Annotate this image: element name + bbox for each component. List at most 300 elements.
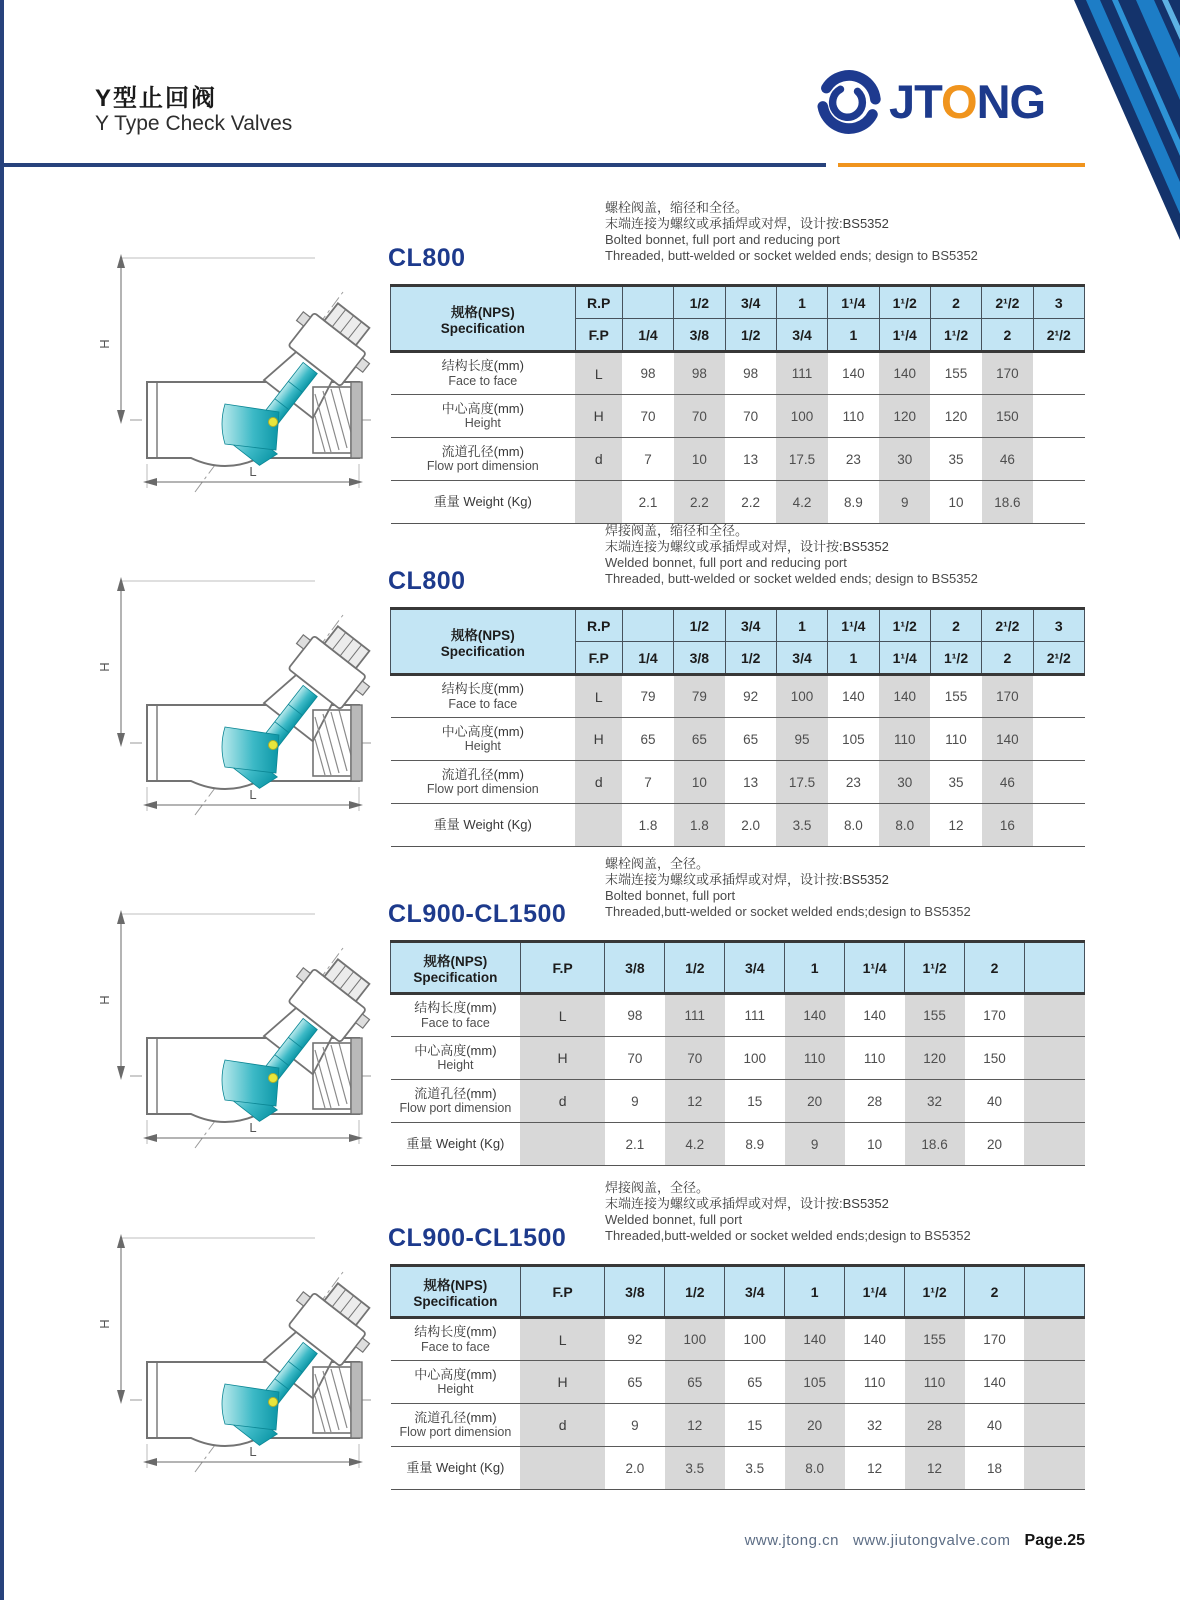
size-header-cell: 3/8 [605, 1266, 665, 1318]
row-label-zh: 流道孔径(mm) [414, 1085, 497, 1101]
size-header-cell: 1/2 [725, 642, 776, 675]
desc-line-en-2: Threaded, butt-welded or socket welded ends; design to BS5352 [605, 571, 978, 586]
port-type-header: F.P [520, 942, 605, 994]
value-cell: 7 [622, 438, 673, 481]
value-cell: 18 [965, 1447, 1025, 1490]
value-cell: 79 [674, 675, 725, 718]
row-label-en: Flow port dimension [426, 782, 539, 797]
value-cell: 65 [605, 1361, 665, 1404]
value-cell: 155 [905, 1318, 965, 1361]
value-cell: 140 [863, 1008, 886, 1023]
value-cell [1033, 481, 1084, 524]
value-cell [1024, 1361, 1084, 1404]
spec-row [391, 1037, 1085, 1080]
footer-page-label: Page.25 [1024, 1532, 1085, 1549]
value-cell: 17.5 [776, 761, 827, 804]
value-cell: 2.1 [622, 481, 673, 524]
value-cell: 2.2 [725, 481, 776, 524]
value-cell: 150 [982, 395, 1033, 438]
row-label-zh: 结构长度(mm) [414, 1324, 497, 1340]
row-label-cell [391, 438, 576, 481]
size-header-cell: 3/8 [674, 319, 725, 352]
product-section [0, 1180, 1180, 1490]
row-label-cell [391, 1080, 521, 1123]
value-cell: 110 [879, 718, 930, 761]
size-header-cell: 1¹/2 [879, 286, 930, 319]
valve-technical-drawing [75, 224, 375, 500]
value-cell: 28 [845, 1080, 905, 1123]
value-cell: 4.2 [665, 1123, 725, 1166]
spec-header-cell [391, 942, 521, 994]
size-header-cell: 1 [785, 942, 845, 994]
value-cell [1024, 1404, 1084, 1447]
value-cell: 120 [930, 395, 981, 438]
row-label-en: Flow port dimension [426, 459, 539, 474]
size-header-cell: 1¹/2 [905, 1266, 965, 1318]
size-header-cell: 1/2 [665, 1266, 725, 1318]
row-label-en: Height [464, 416, 501, 431]
size-header-cell: 2 [982, 642, 1033, 675]
value-cell: 1.8 [674, 804, 725, 847]
size-header-cell: 2¹/2 [1033, 642, 1084, 675]
value-cell: 65 [674, 718, 725, 761]
size-header-cell: 2 [982, 319, 1033, 352]
desc-line-en-2: Threaded, butt-welded or socket welded ends; design to BS5352 [605, 248, 978, 263]
brand-logo-swirl-icon [815, 68, 883, 136]
value-cell: 15 [725, 1080, 785, 1123]
value-cell: 110 [828, 395, 879, 438]
dimension-symbol-cell: L [520, 994, 605, 1037]
desc-line-zh-1: 焊接阀盖，缩径和全径。 [605, 523, 749, 538]
value-cell [1024, 1447, 1084, 1490]
row-label-cell [391, 1404, 521, 1447]
value-cell: 2.0 [725, 804, 776, 847]
value-cell: 10 [845, 1123, 905, 1166]
spec-label-zh: 规格(NPS) [423, 954, 488, 969]
row-label-zh: 流道孔径(mm) [414, 1409, 497, 1425]
value-cell: 98 [674, 352, 725, 395]
value-cell [1033, 438, 1084, 481]
value-cell: 9 [605, 1080, 665, 1123]
row-label-zh: 重量 Weight (Kg) [433, 817, 532, 833]
row-label-zh: 中心高度(mm) [441, 400, 524, 416]
section-description [605, 523, 1085, 587]
value-cell: 17.5 [776, 438, 827, 481]
row-label-cell [391, 352, 576, 395]
dimension-symbol-cell: H [575, 718, 622, 761]
row-label-zh: 流道孔径(mm) [441, 766, 524, 782]
spec-row [391, 1447, 1085, 1490]
row-label-zh: 中心高度(mm) [441, 723, 524, 739]
size-header-cell: 3/4 [776, 642, 827, 675]
value-cell: 12 [930, 804, 981, 847]
value-cell [1024, 1123, 1084, 1166]
value-cell: 7 [622, 761, 673, 804]
value-cell: 170 [983, 1008, 1006, 1023]
dimension-symbol-cell [575, 804, 622, 847]
value-cell: 100 [776, 675, 827, 718]
specification-table [390, 284, 1085, 524]
value-cell: 120 [905, 1037, 965, 1080]
value-cell [1033, 352, 1084, 395]
row-label-cell [391, 1123, 521, 1166]
value-cell: 110 [845, 1361, 905, 1404]
header-divider-blue [0, 163, 826, 167]
size-header-cell: 1¹/4 [828, 609, 879, 642]
value-cell: 10 [930, 481, 981, 524]
value-cell: 111 [776, 352, 827, 395]
value-cell: 98 [743, 366, 759, 381]
size-header-cell: 1 [776, 609, 827, 642]
section-description [605, 1180, 1085, 1244]
spec-row [391, 438, 1085, 481]
size-header-cell: 1¹/2 [905, 942, 965, 994]
value-cell: 32 [845, 1404, 905, 1447]
value-cell [1033, 675, 1084, 718]
spec-row [391, 1361, 1085, 1404]
size-header-cell: 2 [930, 286, 981, 319]
row-label-en: Face to face [448, 373, 518, 388]
port-type-header: R.P [575, 609, 622, 642]
row-label-zh: 结构长度(mm) [441, 358, 524, 374]
row-label-cell [391, 994, 521, 1037]
size-header-cell: 2 [965, 942, 1025, 994]
size-header-cell: 1 [828, 319, 879, 352]
value-cell: 140 [863, 1332, 886, 1347]
value-cell: 65 [622, 718, 673, 761]
value-cell: 20 [785, 1080, 845, 1123]
spec-label-en: Specification [413, 970, 498, 985]
value-cell: 12 [905, 1447, 965, 1490]
desc-line-en-2: Threaded,butt-welded or socket welded ends;design to BS5352 [605, 1228, 971, 1243]
dimension-symbol-cell [520, 1447, 605, 1490]
spec-label-en: Specification [413, 1294, 498, 1309]
value-cell: 140 [965, 1361, 1025, 1404]
size-header-cell: 1/2 [725, 319, 776, 352]
size-header-cell: 1¹/4 [845, 1266, 905, 1318]
value-cell [1033, 804, 1084, 847]
value-cell: 95 [776, 718, 827, 761]
model-title: CL800 [388, 567, 466, 595]
value-cell: 110 [905, 1361, 965, 1404]
value-cell: 9 [879, 481, 930, 524]
product-section [0, 856, 1180, 1166]
value-cell: 100 [725, 1037, 785, 1080]
spec-row [391, 352, 1085, 395]
size-header-cell: 2¹/2 [982, 286, 1033, 319]
value-cell: 13 [725, 438, 776, 481]
dimension-symbol-cell: H [575, 395, 622, 438]
row-label-en: Height [437, 1382, 474, 1397]
size-header-cell: 3/4 [725, 609, 776, 642]
spec-row [391, 675, 1085, 718]
spec-header-cell [391, 609, 576, 675]
value-cell: 32 [905, 1080, 965, 1123]
size-header-cell: 2¹/2 [982, 609, 1033, 642]
desc-line-en-1: Bolted bonnet, full port [605, 888, 736, 903]
size-header-cell: 1/2 [674, 286, 725, 319]
value-cell: 98 [640, 366, 656, 381]
value-cell: 100 [776, 395, 827, 438]
dimension-symbol-cell: d [575, 761, 622, 804]
value-cell: 111 [744, 1008, 766, 1023]
value-cell: 16 [982, 804, 1033, 847]
size-header-cell: 2¹/2 [1033, 319, 1084, 352]
spec-label-en: Specification [440, 321, 525, 336]
value-cell: 3.5 [776, 804, 827, 847]
row-label-cell [391, 395, 576, 438]
model-title: CL800 [388, 244, 466, 272]
desc-line-zh-2: 末端连接为螺纹或承插焊或对焊，设计按:BS5352 [605, 1196, 889, 1211]
row-label-zh: 重量 Weight (Kg) [406, 1136, 505, 1152]
spec-header-cell [391, 286, 576, 352]
value-cell: 3.5 [665, 1447, 725, 1490]
brand-logo-text: JTONG [889, 75, 1046, 128]
product-section [0, 523, 1180, 833]
section-description [605, 200, 1085, 264]
dimension-symbol-cell [520, 1123, 605, 1166]
value-cell: 65 [725, 718, 776, 761]
row-label-zh: 流道孔径(mm) [441, 443, 524, 459]
value-cell: 100 [665, 1318, 725, 1361]
dimension-symbol-cell: d [575, 438, 622, 481]
size-header-cell: 1 [776, 286, 827, 319]
row-label-zh: 重量 Weight (Kg) [406, 1460, 505, 1476]
size-header-cell: 1¹/2 [930, 642, 981, 675]
dimension-symbol-cell: d [520, 1404, 605, 1447]
size-header-cell [1024, 942, 1084, 994]
valve-technical-drawing [75, 1204, 375, 1480]
row-label-en: Face to face [420, 1015, 490, 1030]
port-type-header: F.P [575, 319, 622, 352]
dimension-symbol-cell: d [520, 1080, 605, 1123]
port-type-header: R.P [575, 286, 622, 319]
row-label-en: Height [437, 1058, 474, 1073]
value-cell: 8.0 [828, 804, 879, 847]
dimension-symbol-cell [575, 481, 622, 524]
size-header-cell: 3/4 [725, 286, 776, 319]
value-cell [1033, 761, 1084, 804]
header-divider-orange [838, 163, 1085, 167]
value-cell: 35 [930, 761, 981, 804]
value-cell: 2.2 [674, 481, 725, 524]
value-cell: 15 [725, 1404, 785, 1447]
dimension-symbol-cell: L [575, 352, 622, 395]
value-cell: 2.1 [605, 1123, 665, 1166]
value-cell: 70 [665, 1037, 725, 1080]
valve-technical-drawing [75, 880, 375, 1156]
value-cell: 28 [905, 1404, 965, 1447]
value-cell: 155 [944, 366, 968, 381]
page-title-zh: Y型止回阀 [95, 85, 218, 112]
value-cell: 150 [965, 1037, 1025, 1080]
row-label-cell [391, 481, 576, 524]
value-cell [1024, 994, 1084, 1037]
value-cell: 40 [965, 1404, 1025, 1447]
value-cell: 10 [674, 761, 725, 804]
value-cell: 30 [879, 438, 930, 481]
value-cell: 65 [665, 1361, 725, 1404]
size-header-cell: 2 [930, 609, 981, 642]
size-header-cell [1024, 1266, 1084, 1318]
row-label-zh: 结构长度(mm) [414, 1000, 497, 1016]
desc-line-en-2: Threaded,butt-welded or socket welded ends;design to BS5352 [605, 904, 971, 919]
value-cell: 12 [665, 1080, 725, 1123]
value-cell: 70 [605, 1037, 665, 1080]
desc-line-zh-1: 螺栓阀盖，全径。 [605, 856, 710, 871]
desc-line-zh-2: 末端连接为螺纹或承插焊或对焊，设计按:BS5352 [605, 216, 889, 231]
value-cell: 140 [785, 1318, 845, 1361]
value-cell: 70 [674, 395, 725, 438]
dimension-symbol-cell: L [575, 675, 622, 718]
page-title-en: Y Type Check Valves [95, 112, 293, 135]
row-label-en: Face to face [420, 1339, 490, 1354]
spec-header-cell [391, 1266, 521, 1318]
value-cell: 120 [879, 395, 930, 438]
specification-table [390, 1264, 1085, 1490]
row-label-zh: 中心高度(mm) [414, 1366, 497, 1382]
value-cell: 140 [982, 718, 1033, 761]
size-header-cell [622, 286, 673, 319]
specification-table [390, 607, 1085, 847]
value-cell: 10 [674, 438, 725, 481]
value-cell: 1.8 [622, 804, 673, 847]
value-cell: 4.2 [776, 481, 827, 524]
size-header-cell: 1¹/2 [879, 609, 930, 642]
page-footer [0, 1532, 1085, 1550]
size-header-cell: 3/4 [776, 319, 827, 352]
product-section [0, 200, 1180, 510]
footer-url-1: www.jtong.cn [744, 1532, 839, 1549]
valve-technical-drawing [75, 547, 375, 823]
row-label-cell [391, 804, 576, 847]
value-cell: 92 [743, 689, 759, 704]
value-cell: 170 [982, 352, 1033, 395]
size-header-cell: 2 [965, 1266, 1025, 1318]
value-cell: 12 [845, 1447, 905, 1490]
value-cell: 9 [605, 1404, 665, 1447]
row-label-cell [391, 1447, 521, 1490]
row-label-en: Face to face [448, 696, 518, 711]
value-cell: 3.5 [725, 1447, 785, 1490]
desc-line-zh-2: 末端连接为螺纹或承插焊或对焊，设计按:BS5352 [605, 539, 889, 554]
size-header-cell: 1 [828, 642, 879, 675]
value-cell: 140 [842, 366, 865, 381]
value-cell: 8.0 [879, 804, 930, 847]
value-cell: 46 [982, 438, 1033, 481]
row-label-zh: 中心高度(mm) [414, 1042, 497, 1058]
size-header-cell: 1/4 [622, 642, 673, 675]
spec-row [391, 718, 1085, 761]
size-header-cell: 1¹/2 [930, 319, 981, 352]
spec-row [391, 1404, 1085, 1447]
port-type-header: F.P [520, 1266, 605, 1318]
value-cell: 110 [845, 1037, 905, 1080]
value-cell: 170 [983, 1332, 1006, 1347]
desc-line-en-1: Bolted bonnet, full port and reducing port [605, 232, 840, 247]
spec-row [391, 804, 1085, 847]
size-header-cell [622, 609, 673, 642]
row-label-zh: 结构长度(mm) [441, 681, 524, 697]
value-cell: 65 [725, 1361, 785, 1404]
section-description [605, 856, 1085, 920]
value-cell: 111 [665, 994, 725, 1037]
spec-label-zh: 规格(NPS) [423, 1278, 488, 1293]
spec-label-en: Specification [440, 644, 525, 659]
value-cell: 2.0 [605, 1447, 665, 1490]
specification-table [390, 940, 1085, 1166]
size-header-cell: 3/8 [674, 642, 725, 675]
spec-row [391, 1080, 1085, 1123]
row-label-cell [391, 1037, 521, 1080]
value-cell [1024, 1318, 1084, 1361]
size-header-cell: 3 [1033, 286, 1084, 319]
spec-label-zh: 规格(NPS) [450, 305, 515, 320]
value-cell: 140 [842, 689, 865, 704]
value-cell: 20 [965, 1123, 1025, 1166]
spec-row [391, 395, 1085, 438]
size-header-cell: 3/4 [725, 942, 785, 994]
size-header-cell: 1¹/4 [845, 942, 905, 994]
size-header-cell: 1/2 [665, 942, 725, 994]
value-cell: 110 [785, 1037, 845, 1080]
value-cell: 12 [665, 1404, 725, 1447]
value-cell: 35 [930, 438, 981, 481]
desc-line-zh-2: 末端连接为螺纹或承插焊或对焊，设计按:BS5352 [605, 872, 889, 887]
value-cell: 23 [828, 761, 879, 804]
size-header-cell: 1¹/4 [879, 642, 930, 675]
port-type-header: F.P [575, 642, 622, 675]
value-cell [1033, 718, 1084, 761]
size-header-cell: 3 [1033, 609, 1084, 642]
dimension-symbol-cell: H [520, 1037, 605, 1080]
value-cell: 23 [828, 438, 879, 481]
value-cell [1033, 395, 1084, 438]
value-cell [1024, 1037, 1084, 1080]
value-cell: 79 [640, 689, 656, 704]
dimension-symbol-cell: H [520, 1361, 605, 1404]
dimension-symbol-cell: L [520, 1318, 605, 1361]
size-header-cell: 1¹/4 [828, 286, 879, 319]
size-header-cell: 1 [785, 1266, 845, 1318]
row-label-cell [391, 675, 576, 718]
value-cell: 70 [725, 395, 776, 438]
value-cell: 70 [622, 395, 673, 438]
value-cell: 105 [828, 718, 879, 761]
value-cell: 18.6 [982, 481, 1033, 524]
value-cell: 40 [965, 1080, 1025, 1123]
desc-line-zh-1: 螺栓阀盖，缩径和全径。 [605, 200, 749, 215]
brand-logo [815, 68, 1045, 136]
value-cell: 20 [785, 1404, 845, 1447]
row-label-en: Flow port dimension [399, 1425, 512, 1440]
footer-url-2: www.jiutongvalve.com [852, 1532, 1011, 1549]
size-header-cell: 1¹/4 [879, 319, 930, 352]
value-cell: 30 [879, 761, 930, 804]
size-header-cell: 1/4 [622, 319, 673, 352]
value-cell [1024, 1080, 1084, 1123]
row-label-cell [391, 1361, 521, 1404]
spec-row [391, 1123, 1085, 1166]
value-cell: 8.0 [785, 1447, 845, 1490]
value-cell: 98 [627, 1008, 643, 1023]
size-header-cell: 1/2 [674, 609, 725, 642]
value-cell: 105 [785, 1361, 845, 1404]
spec-row [391, 994, 1085, 1037]
value-cell: 8.9 [828, 481, 879, 524]
model-title: CL900-CL1500 [388, 1224, 567, 1252]
row-label-cell [391, 1318, 521, 1361]
